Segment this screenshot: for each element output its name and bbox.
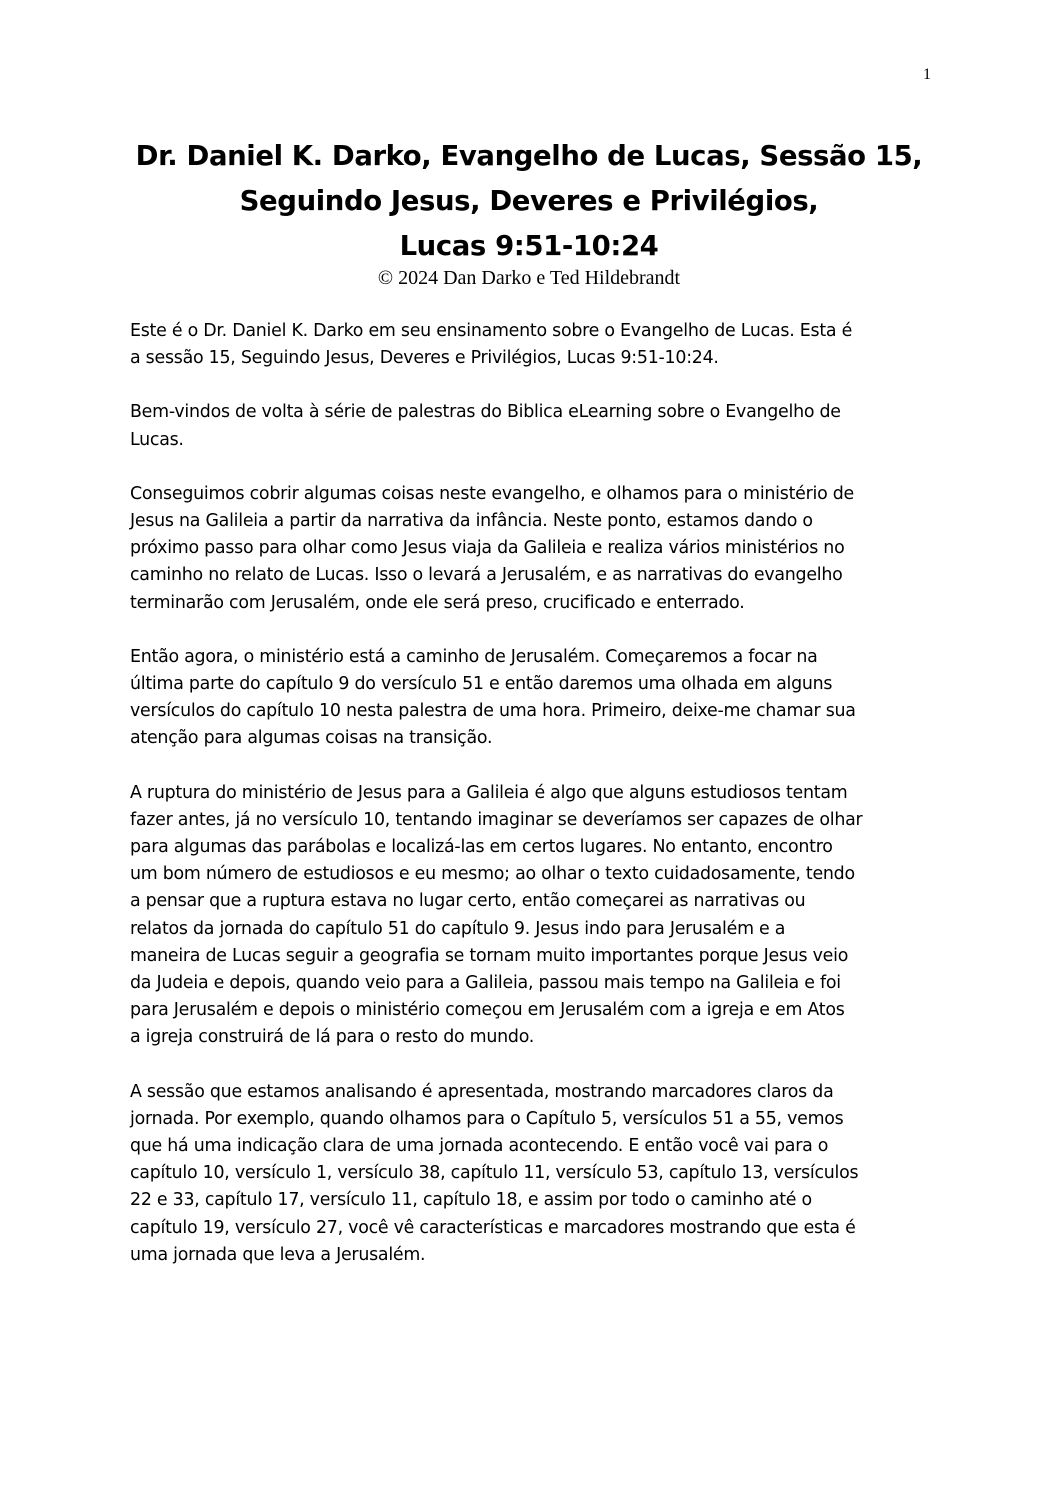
text-line: a sessão 15, Seguindo Jesus, Deveres e Privilégios, Lucas 9:51-10:24. <box>130 348 719 369</box>
title-line: Seguindo Jesus, Deveres e Privilégios, <box>239 185 819 217</box>
paragraph <box>130 1079 930 1269</box>
text-line: última parte do capítulo 9 do versículo 51 e então daremos uma olhada em alguns <box>130 674 833 695</box>
text-line: terminarão com Jerusalém, onde ele será preso, crucificado e enterrado. <box>130 592 745 613</box>
text-line: da Judeia e depois, quando veio para a Galileia, passou mais tempo na Galileia e foi <box>130 973 841 994</box>
text-line: fazer antes, já no versículo 10, tentando imaginar se deveríamos ser capazes de olhar <box>130 809 863 830</box>
paragraph <box>130 481 930 617</box>
title-line: Dr. Daniel K. Darko, Evangelho de Lucas, Sessão 15, <box>135 140 923 172</box>
text-line: Conseguimos cobrir algumas coisas neste evangelho, e olhamos para o ministério de <box>130 483 854 504</box>
text-line: relatos da jornada do capítulo 51 do capítulo 9. Jesus indo para Jerusalém e a <box>130 918 786 939</box>
text-line: A ruptura do ministério de Jesus para a Galileia é algo que alguns estudiosos tentam <box>130 782 848 803</box>
text-line: próximo passo para olhar como Jesus viaja da Galileia e realiza vários ministérios no <box>130 538 845 559</box>
text-line: capítulo 19, versículo 27, você vê características e marcadores mostrando que esta é <box>130 1217 856 1238</box>
text-line: caminho no relato de Lucas. Isso o levará a Jerusalém, e as narrativas do evangelho <box>130 565 843 586</box>
text-line: que há uma indicação clara de uma jornada acontecendo. E então você vai para o <box>130 1136 829 1157</box>
paragraph <box>130 644 930 753</box>
text-line: A sessão que estamos analisando é apresentada, mostrando marcadores claros da <box>130 1081 834 1102</box>
title-line: Lucas 9:51-10:24 <box>399 230 659 262</box>
text-line: jornada. Por exemplo, quando olhamos para o Capítulo 5, versículos 51 a 55, vemos <box>130 1108 844 1129</box>
text-line: Este é o Dr. Daniel K. Darko em seu ensinamento sobre o Evangelho de Lucas. Esta é <box>130 321 853 341</box>
paragraph <box>130 318 930 372</box>
paragraph <box>130 780 930 1052</box>
text-line: versículos do capítulo 10 nesta palestra de uma hora. Primeiro, deixe-me chamar sua <box>130 701 856 722</box>
text-line: para Jerusalém e depois o ministério começou em Jerusalém com a igreja e em Atos <box>130 1000 845 1021</box>
document-body <box>130 318 930 1296</box>
paragraph <box>130 399 930 453</box>
document-header <box>0 134 1058 291</box>
text-line: Lucas. <box>130 429 184 450</box>
text-line: a pensar que a ruptura estava no lugar certo, então começarei as narrativas ou <box>130 891 806 912</box>
text-line: atenção para algumas coisas na transição. <box>130 728 493 749</box>
text-line: Bem-vindos de volta à série de palestras do Biblica eLearning sobre o Evangelho de <box>130 402 841 423</box>
page-number: 1 <box>923 66 931 83</box>
text-line: uma jornada que leva a Jerusalém. <box>130 1244 426 1265</box>
text-line: capítulo 10, versículo 1, versículo 38, capítulo 11, versículo 53, capítulo 13, versículos <box>130 1163 859 1184</box>
text-line: para algumas das parábolas e localizá-las em certos lugares. No entanto, encontro <box>130 837 833 858</box>
text-line: Então agora, o ministério está a caminho de Jerusalém. Começaremos a focar na <box>130 646 818 667</box>
text-line: Jesus na Galileia a partir da narrativa da infância. Neste ponto, estamos dando o <box>130 511 813 532</box>
text-line: 22 e 33, capítulo 17, versículo 11, capítulo 18, e assim por todo o caminho até o <box>130 1190 812 1211</box>
copyright-notice: © 2024 Dan Darko e Ted Hildebrandt <box>377 267 681 289</box>
text-line: um bom número de estudiosos e eu mesmo; ao olhar o texto cuidadosamente, tendo <box>130 864 855 885</box>
text-line: maneira de Lucas seguir a geografia se tornam muito importantes porque Jesus veio <box>130 945 849 966</box>
text-line: a igreja construirá de lá para o resto do mundo. <box>130 1027 535 1048</box>
